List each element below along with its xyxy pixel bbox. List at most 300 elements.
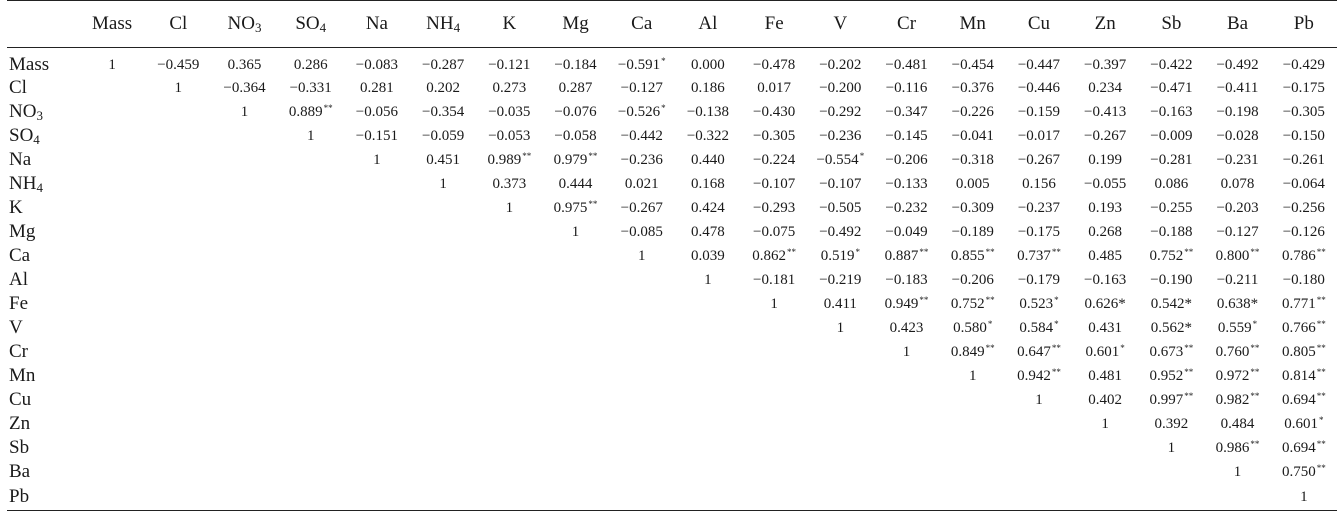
cell-value: 0.005 xyxy=(955,175,990,192)
cell-value: −0.287 xyxy=(422,56,465,73)
table-cell xyxy=(675,172,741,196)
significance-marker: ** xyxy=(787,246,796,257)
label-text: SO xyxy=(295,13,320,34)
table-cell xyxy=(145,196,211,220)
table-cell xyxy=(1204,436,1270,460)
table-cell xyxy=(1006,268,1072,292)
cell-value: 0.392 xyxy=(1154,415,1189,432)
table-cell xyxy=(211,76,277,100)
cell-value: −0.236 xyxy=(819,127,862,144)
cell-value: 1 xyxy=(836,319,845,336)
table-cell xyxy=(1006,220,1072,244)
cell-value: 0.638* xyxy=(1216,295,1259,312)
table-cell xyxy=(1138,100,1204,124)
cell-value: 0.234 xyxy=(1088,79,1123,96)
label-subscript: 3 xyxy=(254,20,262,35)
significance-marker: ** xyxy=(1316,342,1326,353)
row-label xyxy=(7,48,79,77)
table-cell xyxy=(940,148,1006,172)
cell-value: −0.364 xyxy=(223,79,266,96)
significance-marker: ** xyxy=(1250,342,1260,353)
cell-value: 0.849 xyxy=(950,343,985,360)
table-cell xyxy=(278,220,344,244)
table-cell xyxy=(211,436,277,460)
table-cell xyxy=(940,436,1006,460)
table-cell xyxy=(344,148,410,172)
cell-value: −0.429 xyxy=(1282,56,1325,73)
label-subscript: 4 xyxy=(453,20,461,35)
table-cell xyxy=(1138,292,1204,316)
label-text: Ca xyxy=(631,13,653,34)
table-cell xyxy=(1006,340,1072,364)
table-cell xyxy=(410,172,476,196)
significance-marker: ** xyxy=(1250,366,1260,377)
table-cell xyxy=(278,436,344,460)
cell-value: 1 xyxy=(108,56,116,73)
cell-value: −0.059 xyxy=(422,127,465,144)
cell-value: 0.975 xyxy=(553,199,588,216)
cell-value: −0.591 xyxy=(617,56,661,73)
table-cell xyxy=(1271,412,1337,436)
table-cell xyxy=(609,388,675,412)
table-cell xyxy=(476,340,542,364)
table-cell xyxy=(1006,100,1072,124)
cell-value: 0.519 xyxy=(820,247,855,264)
table-cell xyxy=(211,48,277,77)
table-cell xyxy=(1204,196,1270,220)
table-cell xyxy=(1271,388,1337,412)
table-cell xyxy=(145,244,211,268)
significance-marker: ** xyxy=(1184,366,1194,377)
table-cell xyxy=(609,244,675,268)
significance-marker: * xyxy=(1054,294,1059,305)
row-label xyxy=(7,100,79,124)
cell-value: −0.200 xyxy=(819,79,862,96)
table-cell xyxy=(278,124,344,148)
column-header xyxy=(675,1,741,48)
row-label xyxy=(7,124,79,148)
table-cell xyxy=(1006,388,1072,412)
label-text: K xyxy=(9,197,23,218)
table-cell xyxy=(609,316,675,340)
cell-value: 0.542* xyxy=(1150,295,1192,312)
label-text: NH xyxy=(426,13,454,34)
cell-value: −0.179 xyxy=(1017,271,1061,288)
table-cell xyxy=(807,388,873,412)
cell-value: 1 xyxy=(1300,488,1308,505)
cell-value: 0.786 xyxy=(1281,247,1316,264)
table-cell xyxy=(675,460,741,484)
label-text: NH xyxy=(9,173,37,194)
table-cell xyxy=(410,412,476,436)
table-cell xyxy=(211,148,277,172)
table-cell xyxy=(1006,172,1072,196)
cell-value: 1 xyxy=(439,175,447,192)
cell-value: −0.492 xyxy=(819,223,862,240)
cell-value: 0.559 xyxy=(1217,319,1252,336)
row-label xyxy=(7,196,79,220)
cell-value: 1 xyxy=(968,367,977,384)
cell-value: 0.889 xyxy=(288,103,323,120)
table-cell xyxy=(542,220,608,244)
table-cell xyxy=(542,292,608,316)
table-cell xyxy=(609,196,675,220)
label-text: Pb xyxy=(1293,13,1314,34)
row-label xyxy=(7,220,79,244)
cell-value: 1 xyxy=(505,199,514,216)
table-cell xyxy=(476,124,542,148)
table-cell xyxy=(476,148,542,172)
cell-value: −0.035 xyxy=(488,103,531,120)
cell-value: 0.737 xyxy=(1017,247,1051,264)
cell-value: 1 xyxy=(637,247,646,264)
table-cell xyxy=(410,460,476,484)
table-cell xyxy=(344,76,410,100)
table-row xyxy=(7,292,1337,316)
significance-marker: * xyxy=(987,318,993,329)
cell-value: −0.055 xyxy=(1084,175,1127,192)
cell-value: −0.056 xyxy=(355,103,399,120)
label-text: Mass xyxy=(92,13,133,34)
table-cell xyxy=(1138,436,1204,460)
table-cell xyxy=(1271,316,1337,340)
cell-value: −0.151 xyxy=(355,127,399,144)
table-cell xyxy=(542,148,608,172)
significance-marker: * xyxy=(661,55,666,66)
cell-value: −0.041 xyxy=(951,127,994,144)
table-cell xyxy=(609,220,675,244)
table-cell xyxy=(1204,316,1270,340)
table-cell xyxy=(344,460,410,484)
table-cell xyxy=(741,48,807,77)
cell-value: −0.226 xyxy=(951,103,994,120)
cell-value: −0.133 xyxy=(885,175,928,192)
table-cell xyxy=(1271,460,1337,484)
table-row xyxy=(7,460,1337,484)
row-label xyxy=(7,316,79,340)
table-cell xyxy=(609,76,675,100)
table-cell xyxy=(1138,460,1204,484)
table-cell xyxy=(741,388,807,412)
table-cell xyxy=(1072,172,1138,196)
row-label xyxy=(7,340,79,364)
table-cell xyxy=(476,76,542,100)
table-cell xyxy=(542,196,608,220)
table-cell xyxy=(476,220,542,244)
label-text: Al xyxy=(9,269,28,290)
correlation-table-container xyxy=(7,0,1337,511)
table-cell xyxy=(741,412,807,436)
label-text: Na xyxy=(9,149,32,170)
table-cell xyxy=(410,436,476,460)
cell-value: −0.206 xyxy=(885,151,928,168)
table-cell xyxy=(344,172,410,196)
table-cell xyxy=(741,292,807,316)
cell-value: 0.078 xyxy=(1220,175,1255,192)
cell-value: −0.293 xyxy=(753,199,796,216)
table-cell xyxy=(344,268,410,292)
table-cell xyxy=(542,460,608,484)
table-cell xyxy=(873,172,939,196)
column-header xyxy=(1271,1,1337,48)
cell-value: −0.422 xyxy=(1150,56,1193,73)
label-text: Zn xyxy=(9,413,31,434)
table-cell xyxy=(873,484,939,511)
table-cell xyxy=(1138,76,1204,100)
table-cell xyxy=(1006,484,1072,511)
table-cell xyxy=(344,196,410,220)
cell-value: −0.309 xyxy=(951,199,994,216)
table-cell xyxy=(211,316,277,340)
table-cell xyxy=(807,292,873,316)
cell-value: 0.949 xyxy=(884,295,919,312)
cell-value: 0.451 xyxy=(426,151,460,168)
table-cell xyxy=(278,364,344,388)
cell-value: 0.523 xyxy=(1019,295,1054,312)
table-cell xyxy=(609,148,675,172)
column-header xyxy=(609,1,675,48)
table-cell xyxy=(1138,244,1204,268)
table-cell xyxy=(807,244,873,268)
table-cell xyxy=(609,460,675,484)
table-cell xyxy=(1204,76,1270,100)
table-cell xyxy=(145,316,211,340)
table-cell xyxy=(542,48,608,77)
table-cell xyxy=(211,244,277,268)
table-cell xyxy=(542,340,608,364)
table-cell xyxy=(410,316,476,340)
table-cell xyxy=(675,316,741,340)
label-text: Al xyxy=(698,13,718,34)
table-cell xyxy=(211,268,277,292)
table-cell xyxy=(278,292,344,316)
table-cell xyxy=(410,268,476,292)
table-cell xyxy=(807,124,873,148)
table-cell xyxy=(1006,412,1072,436)
label-text: Pb xyxy=(9,486,30,507)
table-cell xyxy=(940,484,1006,511)
significance-marker: ** xyxy=(985,294,995,305)
table-cell xyxy=(145,412,211,436)
significance-marker: ** xyxy=(1316,438,1326,449)
label-text: Cr xyxy=(897,13,917,34)
cell-value: −0.150 xyxy=(1282,127,1325,144)
table-cell xyxy=(741,340,807,364)
cell-value: −0.446 xyxy=(1017,79,1061,96)
cell-value: 1 xyxy=(306,127,315,144)
row-label xyxy=(7,172,79,196)
label-text: Ba xyxy=(9,461,31,482)
table-cell xyxy=(1072,196,1138,220)
table-cell xyxy=(344,100,410,124)
cell-value: −0.028 xyxy=(1216,127,1259,144)
cell-value: 0.580 xyxy=(953,319,987,336)
table-cell xyxy=(410,364,476,388)
significance-marker: ** xyxy=(1051,342,1061,353)
table-row xyxy=(7,48,1337,77)
table-row xyxy=(7,220,1337,244)
cell-value: 0.952 xyxy=(1149,367,1184,384)
column-header xyxy=(1006,1,1072,48)
table-cell xyxy=(410,220,476,244)
table-cell xyxy=(741,100,807,124)
cell-value: 0.752 xyxy=(1149,247,1184,264)
table-cell xyxy=(476,316,542,340)
cell-value: 0.484 xyxy=(1220,415,1255,432)
cell-value: −0.189 xyxy=(951,223,994,240)
table-cell xyxy=(344,484,410,511)
cell-value: 0.887 xyxy=(884,247,919,264)
label-text: V xyxy=(9,317,23,338)
table-cell xyxy=(940,48,1006,77)
cell-value: 1 xyxy=(373,151,381,168)
table-cell xyxy=(1204,268,1270,292)
table-cell xyxy=(873,220,939,244)
label-text: Mn xyxy=(9,365,36,386)
table-cell xyxy=(1072,340,1138,364)
table-cell xyxy=(741,268,807,292)
table-cell xyxy=(1204,148,1270,172)
table-cell xyxy=(940,220,1006,244)
table-cell xyxy=(1271,340,1337,364)
table-cell xyxy=(410,244,476,268)
header-row xyxy=(7,1,1337,48)
cell-value: 0.771 xyxy=(1281,295,1316,312)
cell-value: 0.986 xyxy=(1215,439,1250,456)
table-cell xyxy=(1271,196,1337,220)
table-cell xyxy=(807,484,873,511)
cell-value: −0.305 xyxy=(753,127,796,144)
column-header xyxy=(145,1,211,48)
table-cell xyxy=(476,436,542,460)
table-cell xyxy=(542,124,608,148)
significance-marker: ** xyxy=(1316,462,1326,473)
table-cell xyxy=(940,172,1006,196)
table-row xyxy=(7,340,1337,364)
table-cell xyxy=(675,100,741,124)
cell-value: −0.163 xyxy=(1150,103,1193,120)
table-cell xyxy=(1271,124,1337,148)
label-text: V xyxy=(833,13,848,34)
cell-value: −0.126 xyxy=(1282,223,1325,240)
table-cell xyxy=(1006,124,1072,148)
table-row xyxy=(7,364,1337,388)
label-text: Cl xyxy=(9,77,27,98)
correlation-table xyxy=(7,0,1337,511)
table-cell xyxy=(1072,48,1138,77)
table-cell xyxy=(145,172,211,196)
table-cell xyxy=(1072,244,1138,268)
cell-value: −0.459 xyxy=(157,56,200,73)
column-header xyxy=(278,1,344,48)
cell-value: −0.184 xyxy=(554,56,597,73)
table-cell xyxy=(873,48,939,77)
cell-value: −0.121 xyxy=(488,56,531,73)
table-row xyxy=(7,484,1337,511)
significance-marker: * xyxy=(1318,414,1324,425)
table-cell xyxy=(278,484,344,511)
table-cell xyxy=(79,364,145,388)
table-cell xyxy=(609,412,675,436)
cell-value: 1 xyxy=(704,271,712,288)
table-cell xyxy=(145,148,211,172)
cell-value: −0.318 xyxy=(951,151,994,168)
cell-value: −0.058 xyxy=(554,127,597,144)
table-cell xyxy=(1204,48,1270,77)
cell-value: 0.193 xyxy=(1088,199,1123,216)
table-cell xyxy=(79,124,145,148)
table-cell xyxy=(145,484,211,511)
table-cell xyxy=(278,412,344,436)
table-cell xyxy=(873,364,939,388)
label-text: Fe xyxy=(9,293,28,314)
table-cell xyxy=(940,340,1006,364)
significance-marker: * xyxy=(1054,318,1059,329)
table-cell xyxy=(675,196,741,220)
table-cell xyxy=(609,364,675,388)
table-cell xyxy=(1072,412,1138,436)
cell-value: −0.190 xyxy=(1150,271,1193,288)
label-text: Sb xyxy=(9,437,30,458)
cell-value: −0.237 xyxy=(1017,199,1061,216)
table-cell xyxy=(807,172,873,196)
table-cell xyxy=(1072,268,1138,292)
label-text: K xyxy=(502,13,517,34)
cell-value: −0.236 xyxy=(620,151,663,168)
cell-value: 0.997 xyxy=(1149,391,1184,408)
cell-value: 0.979 xyxy=(553,151,588,168)
table-cell xyxy=(675,76,741,100)
table-cell xyxy=(741,244,807,268)
table-row xyxy=(7,124,1337,148)
label-text: Cl xyxy=(169,13,188,34)
table-cell xyxy=(278,388,344,412)
table-cell xyxy=(807,316,873,340)
table-cell xyxy=(79,196,145,220)
table-cell xyxy=(609,436,675,460)
table-cell xyxy=(278,76,344,100)
significance-marker: * xyxy=(859,150,865,161)
table-row xyxy=(7,148,1337,172)
table-cell xyxy=(873,340,939,364)
table-cell xyxy=(1006,436,1072,460)
table-cell xyxy=(1072,76,1138,100)
cell-value: −0.127 xyxy=(620,79,663,96)
cell-value: −0.224 xyxy=(753,151,796,168)
cell-value: 0.186 xyxy=(691,79,725,96)
significance-marker: * xyxy=(855,246,860,257)
table-cell xyxy=(1271,220,1337,244)
cell-value: 1 xyxy=(1167,439,1176,456)
table-cell xyxy=(1204,340,1270,364)
table-cell xyxy=(211,124,277,148)
cell-value: −0.180 xyxy=(1282,271,1325,288)
table-cell xyxy=(79,268,145,292)
table-cell xyxy=(675,124,741,148)
table-cell xyxy=(476,196,542,220)
cell-value: −0.175 xyxy=(1017,223,1061,240)
cell-value: −0.064 xyxy=(1282,175,1325,192)
significance-marker: ** xyxy=(588,198,598,209)
table-cell xyxy=(1138,48,1204,77)
table-cell xyxy=(145,340,211,364)
table-cell xyxy=(1138,364,1204,388)
table-cell xyxy=(1271,292,1337,316)
table-cell xyxy=(741,148,807,172)
cell-value: 0.584 xyxy=(1019,319,1054,336)
cell-value: 0.982 xyxy=(1215,391,1250,408)
cell-value: 0.942 xyxy=(1017,367,1051,384)
